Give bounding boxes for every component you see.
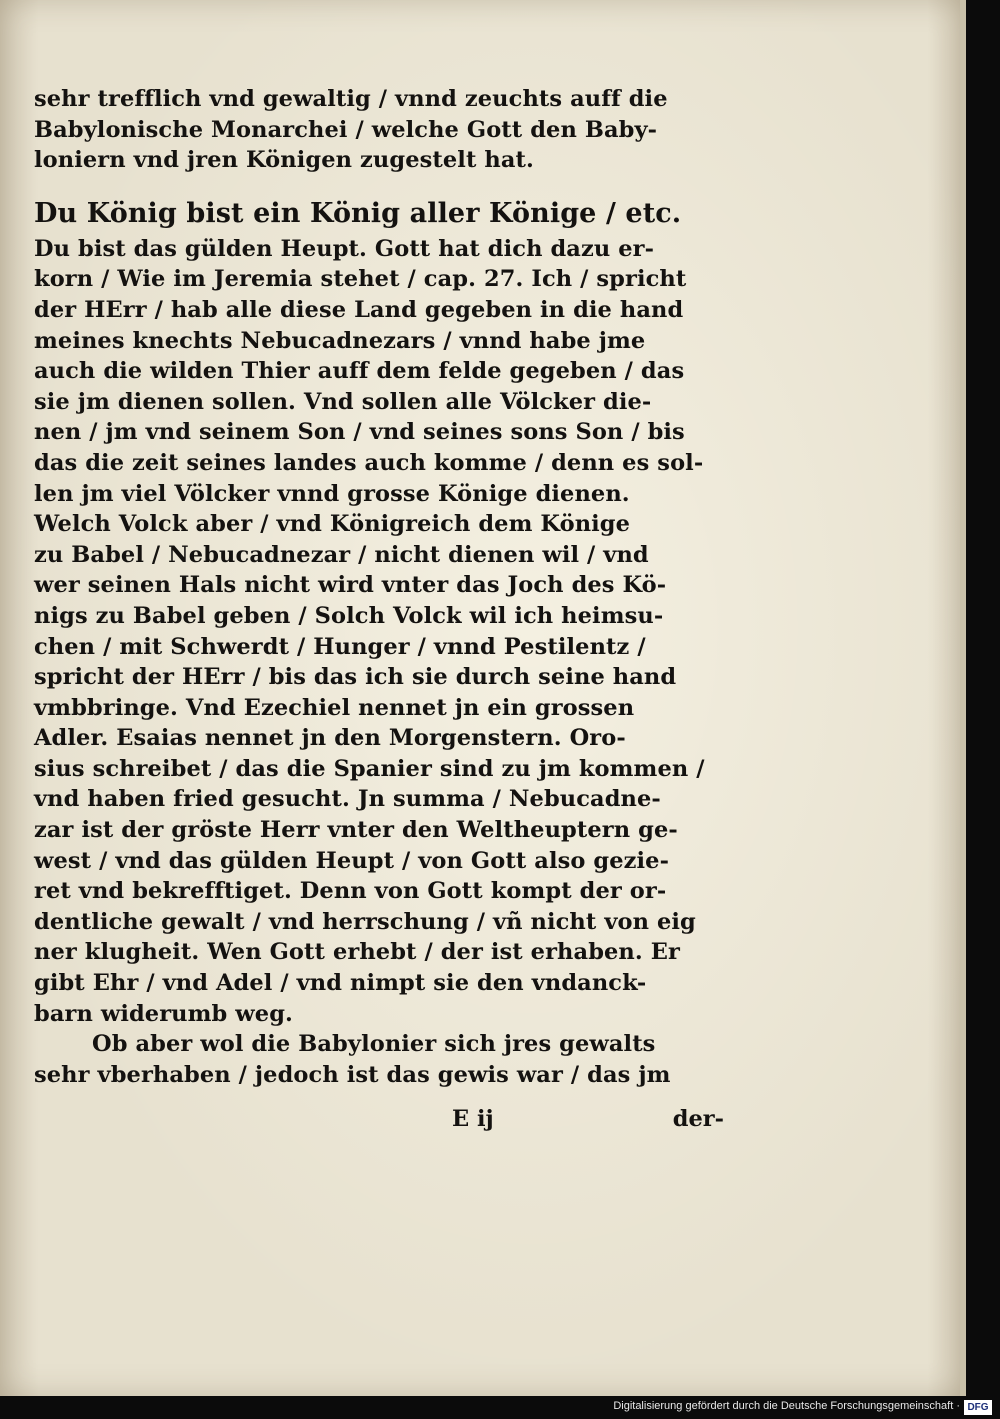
funding-credit: Digitalisierung gefördert durch die Deutsche Forschungsgemeinschaft · (613, 1400, 960, 1412)
page-text (34, 84, 724, 1090)
paragraph-gap (34, 176, 724, 194)
text-line: nen / jm vnd seinem Son / vnd seines sons Son / bis (34, 419, 685, 446)
text-line: vmbbringe. Vnd Ezechiel nennet jn ein grossen (34, 694, 635, 721)
text-line: wer seinen Hals nicht wird vnter das Joch des Kö- (34, 572, 667, 599)
text-line: gibt Ehr / vnd Adel / vnd nimpt sie den vndanck- (34, 970, 647, 997)
text-line: zu Babel / Nebucadnezar / nicht dienen wil / vnd (34, 541, 649, 568)
text-line: Babylonische Monarchei / welche Gott den Baby- (34, 116, 658, 143)
digitization-footer (0, 1398, 1000, 1419)
text-line: chen / mit Schwerdt / Hunger / vnnd Pestilentz / (34, 633, 646, 660)
text-line: dentliche gewalt / vnd herrschung / vñ nicht von eig (34, 908, 696, 935)
heading-verse: Du König bist ein König aller Könige / etc. (34, 197, 682, 229)
text-line: meines knechts Nebucadnezars / vnnd habe jme (34, 327, 646, 354)
page-foot (34, 1106, 724, 1136)
signature-mark: E ij (452, 1106, 494, 1132)
text-line: auch die wilden Thier auff dem felde gegeben / das (34, 358, 685, 385)
text-line: ret vnd bekrefftiget. Denn von Gott kompt der or- (34, 878, 667, 905)
text-line: spricht der HErr / bis das ich sie durch seine hand (34, 664, 677, 691)
catchword: der- (672, 1106, 724, 1132)
text-line: Ob aber wol die Babylonier sich jres gewalts (92, 1031, 656, 1058)
text-line: Welch Volck aber / vnd Königreich dem Könige (34, 511, 631, 538)
text-line: len jm viel Völcker vnnd grosse Könige dienen. (34, 480, 630, 507)
dfg-logo: DFG (964, 1400, 992, 1415)
text-line: das die zeit seines landes auch komme / denn es sol- (34, 449, 704, 476)
text-line: sius schreibet / das die Spanier sind zu jm kommen / (34, 755, 705, 782)
text-line: sie jm dienen sollen. Vnd sollen alle Völcker die- (34, 388, 652, 415)
text-line: zar ist der gröste Herr vnter den Weltheuptern ge- (34, 817, 678, 844)
text-line: vnd haben fried gesucht. Jn summa / Nebucadne- (34, 786, 661, 813)
text-line: loniern vnd jren Königen zugestelt hat. (34, 147, 534, 174)
text-line: barn widerumb weg. (34, 1000, 293, 1027)
text-line: korn / Wie im Jeremia stehet / cap. 27. Ich / spricht (34, 266, 687, 293)
text-line: sehr vberhaben / jedoch ist das gewis war / das jm (34, 1061, 671, 1088)
text-line: Du bist das gülden Heupt. Gott hat dich dazu er- (34, 235, 655, 262)
text-line: sehr trefflich vnd gewaltig / vnnd zeuchts auff die (34, 86, 668, 112)
text-line: Adler. Esaias nennet jn den Morgenstern. Oro- (34, 725, 626, 752)
text-line: der HErr / hab alle diese Land gegeben in die hand (34, 296, 684, 323)
page-edge (960, 0, 966, 1396)
text-line: west / vnd das gülden Heupt / von Gott also gezie- (34, 847, 670, 874)
text-line: nigs zu Babel geben / Solch Volck wil ich heimsu- (34, 602, 664, 629)
text-line: ner klugheit. Wen Gott erhebt / der ist erhaben. Er (34, 939, 680, 966)
